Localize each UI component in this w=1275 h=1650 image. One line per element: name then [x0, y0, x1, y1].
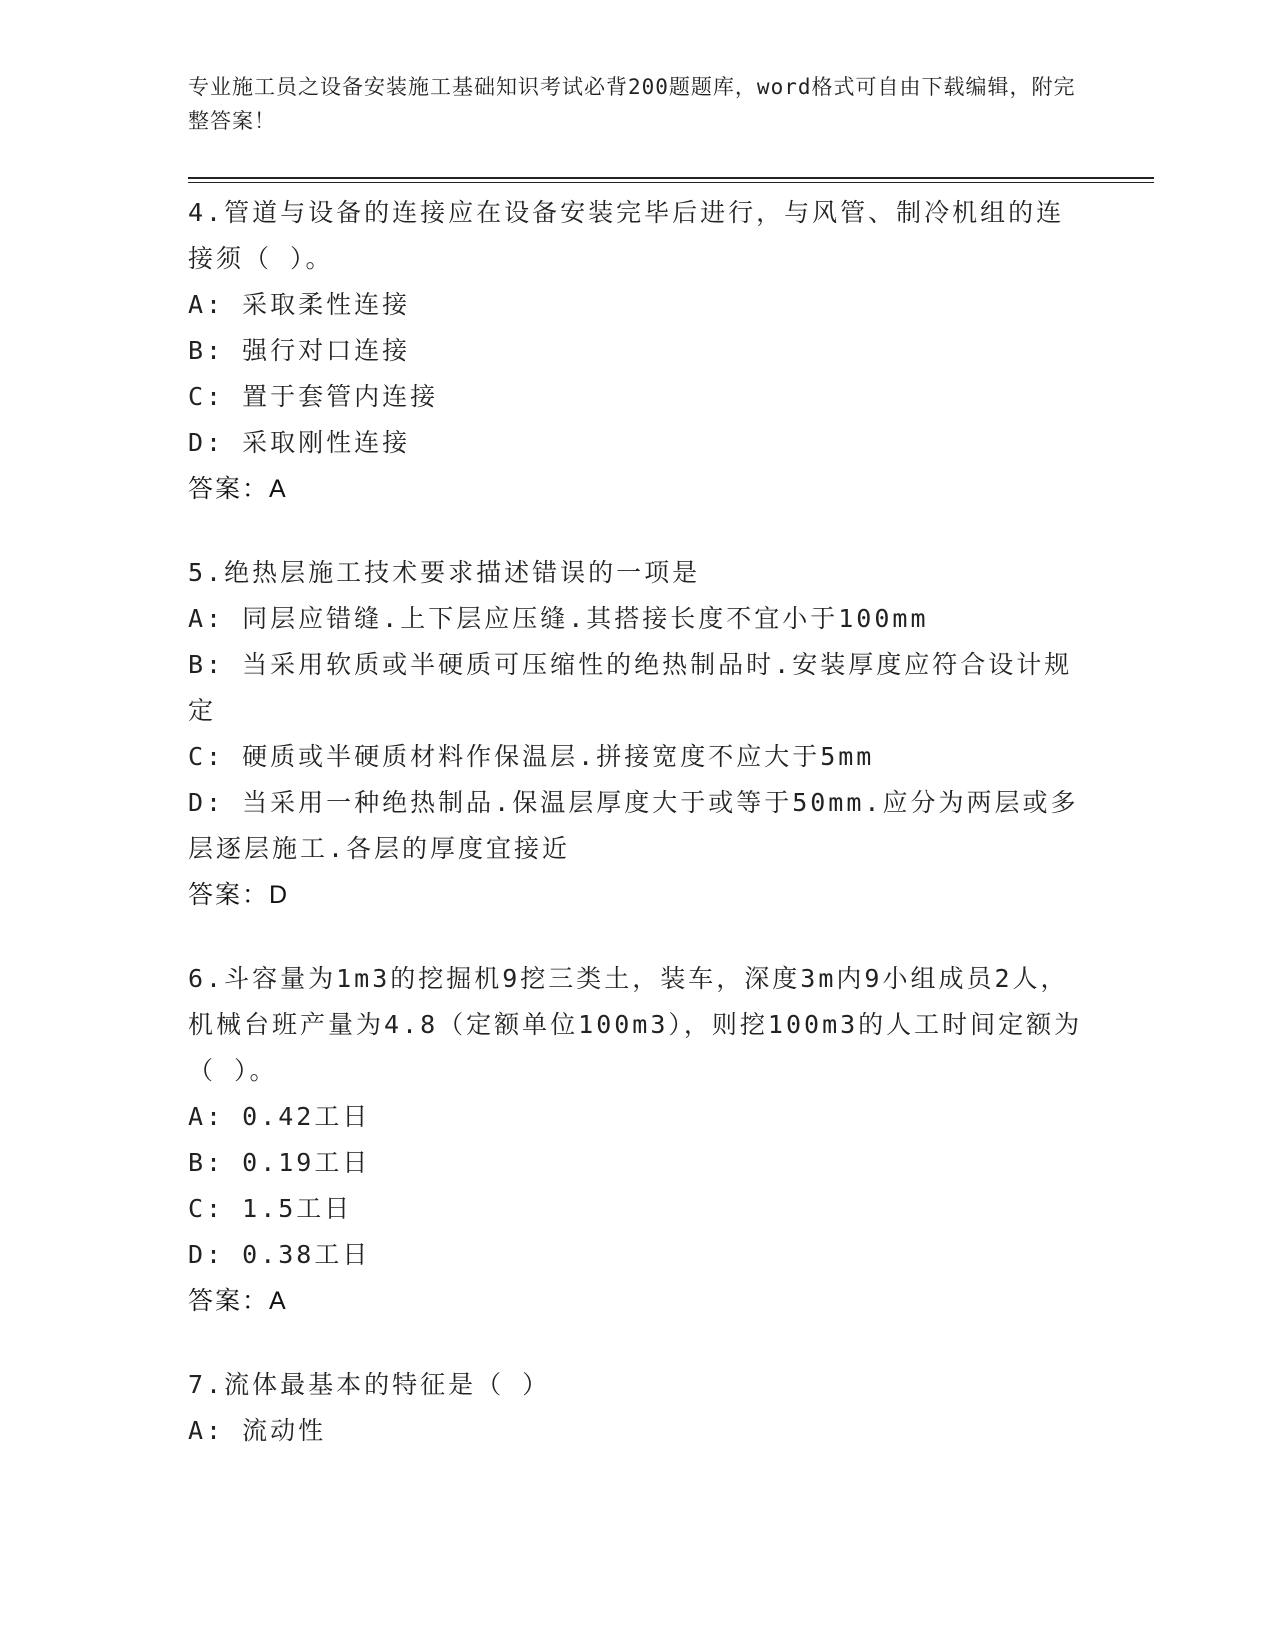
question-list: [188, 190, 1088, 1492]
option-b: B: 强行对口连接: [188, 336, 411, 365]
option-c: C: 置于套管内连接: [188, 382, 439, 411]
question-4: [188, 190, 1088, 512]
option-b: B: 0.19工日: [188, 1148, 371, 1177]
option-b: B: 当采用软质或半硬质可压缩性的绝热制品时.安装厚度应符合设计规定: [188, 650, 1073, 725]
question-7: [188, 1362, 1088, 1454]
question-5: [188, 550, 1088, 918]
option-d: D: 当采用一种绝热制品.保温层厚度大于或等于50mm.应分为两层或多层逐层施工.各层的厚度宜接近: [188, 788, 1079, 863]
question-stem: 7.流体最基本的特征是（ ）: [188, 1370, 551, 1399]
option-d: D: 采取刚性连接: [188, 428, 411, 457]
option-c: C: 1.5工日: [188, 1194, 353, 1223]
question-stem: 6.斗容量为1m3的挖掘机9挖三类土，装车，深度3m内9小组成员2人，机械台班产量为4.8（定额单位100m3），则挖100m3的人工时间定额为（ ）。: [188, 964, 1083, 1085]
option-c: C: 硬质或半硬质材料作保温层.拼接宽度不应大于5mm: [188, 742, 875, 771]
option-d: D: 0.38工日: [188, 1240, 371, 1269]
answer: 答案：A: [188, 475, 288, 503]
answer: 答案：A: [188, 1287, 288, 1315]
option-a: A: 流动性: [188, 1416, 327, 1445]
question-6: [188, 956, 1088, 1324]
option-a: A: 同层应错缝.上下层应压缝.其搭接长度不宜小于100mm: [188, 604, 929, 633]
answer: 答案：D: [188, 881, 290, 909]
header-divider: [188, 177, 1154, 179]
question-stem: 5.绝热层施工技术要求描述错误的一项是: [188, 558, 701, 587]
document-header: 专业施工员之设备安装施工基础知识考试必背200题题库，word格式可自由下载编辑，附完整答案！: [188, 75, 1076, 133]
header-divider-thin: [188, 182, 1154, 183]
question-stem: 4.管道与设备的连接应在设备安装完毕后进行，与风管、制冷机组的连接须（ ）。: [188, 198, 1065, 273]
option-a: A: 0.42工日: [188, 1102, 371, 1131]
option-a: A: 采取柔性连接: [188, 290, 411, 319]
